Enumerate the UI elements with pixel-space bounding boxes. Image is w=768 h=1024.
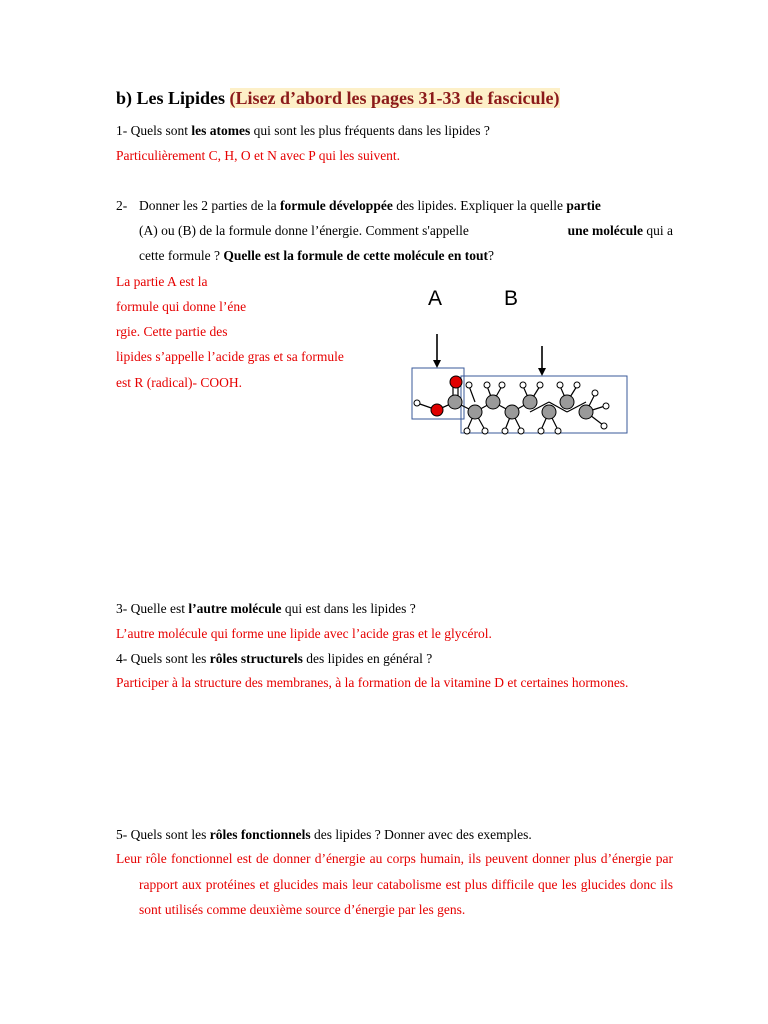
answer-5-text: Leur rôle fonctionnel est de donner d’énergie au corps humain, ils peuvent donner plus d’énergie par rapport aux protéines et glucides mais leur catabolisme est plus difficile que les glucides donc ils sont utilisés comme deuxième source d’énergie par les gens.	[116, 851, 673, 917]
q4-text-a: 4- Quels sont les	[116, 651, 210, 666]
answer-1: Particulièrement C, H, O et N avec P qui les suivent.	[116, 148, 401, 163]
label-b: B	[504, 287, 519, 310]
question-2-line-1	[139, 197, 601, 215]
q5-text-c: des lipides ? Donner avec des exemples.	[310, 827, 532, 842]
question-2-number: 2-	[116, 198, 128, 213]
q1-text-a: 1- Quels sont	[116, 123, 192, 138]
title-prefix: b) Les Lipides	[116, 88, 230, 108]
arrowhead-b	[538, 368, 546, 376]
section-title	[116, 88, 560, 109]
q2-keyword-partie: partie	[566, 198, 601, 213]
question-2-line-2	[139, 222, 673, 240]
q4-keyword: rôles structurels	[209, 651, 303, 666]
q2-keyword-molecule: une molécule	[567, 223, 643, 238]
answer-2-line-3: rgie. Cette partie des	[116, 324, 228, 339]
answer-3: L’autre molécule qui forme une lipide avec l’acide gras et le glycérol.	[116, 626, 492, 641]
q1-keyword: les atomes	[191, 123, 251, 138]
answer-4-text: Participer à la structure des membranes, à la formation de la vitamine D et certaines hormones.	[116, 675, 629, 690]
answer-4	[116, 670, 673, 696]
q1-text-c: qui sont les plus fréquents dans les lipides ?	[250, 123, 490, 138]
answer-2-line-4: lipides s’appelle l’acide gras et sa formule	[116, 349, 344, 364]
answer-5	[116, 846, 673, 923]
q2-l3c: ?	[488, 248, 495, 263]
question-5	[116, 826, 532, 844]
q2-keyword-formule: formule développée	[279, 198, 393, 213]
q4-text-c: des lipides en général ?	[302, 651, 433, 666]
q3-text-a: 3- Quelle est	[116, 601, 189, 616]
answer-2-line-5: est R (radical)- COOH.	[116, 375, 242, 390]
answer-2-line-1: La partie A est la	[116, 274, 208, 289]
label-a: A	[428, 287, 443, 310]
q2-l1c: des lipides. Expliquer la quelle	[392, 198, 567, 213]
fatty-acid-diagram	[405, 330, 635, 442]
question-1	[116, 122, 490, 140]
question-3	[116, 600, 416, 618]
q2-l3a: cette formule ?	[139, 248, 224, 263]
q2-l2c: qui a	[643, 223, 673, 238]
q2-l1a: Donner les 2 parties de la	[139, 198, 280, 213]
arrowhead-a	[433, 360, 441, 368]
question-4	[116, 650, 432, 668]
q2-l2a: (A) ou (B) de la formule donne l’énergie. Comment s'appelle	[139, 223, 469, 238]
answer-2-line-2: formule qui donne l’éne	[116, 299, 247, 314]
q2-keyword-question: Quelle est la formule de cette molécule en tout	[223, 248, 489, 263]
q5-keyword: rôles fonctionnels	[209, 827, 311, 842]
title-highlight: (Lisez d’abord les pages 31-33 de fascicule)	[229, 88, 560, 108]
q3-text-c: qui est dans les lipides ?	[281, 601, 416, 616]
question-2-line-3	[139, 247, 494, 265]
q5-text-a: 5- Quels sont les	[116, 827, 210, 842]
q3-keyword: l’autre molécule	[188, 601, 282, 616]
